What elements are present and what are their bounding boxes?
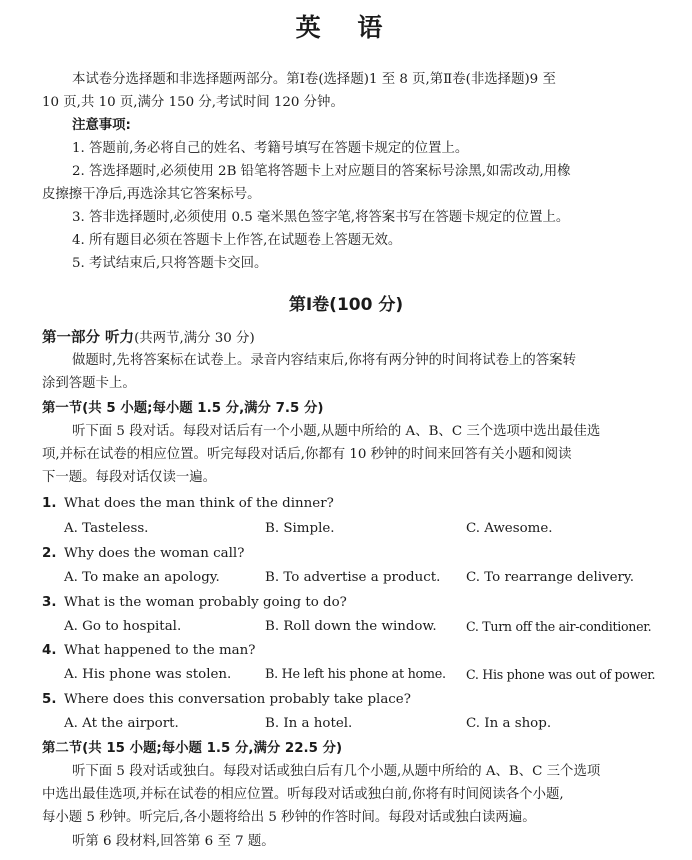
- question-3: [42, 593, 670, 613]
- section1-desc-2: 项,并标在试卷的相应位置。听完每段对话后,你都有 10 秒钟的时间来回答有关小题和阅读: [42, 447, 572, 462]
- question-number: 2.: [42, 546, 57, 561]
- section2-desc-1: 听下面 5 段对话或独白。每段对话或独白后有几个小题,从题中所给的 A、B、C 三个选项: [72, 764, 601, 779]
- section1-title: 第一节(共 5 小题;每小题 1.5 分,满分 7.5 分): [42, 401, 324, 416]
- section1-desc-1: 听下面 5 段对话。每段对话后有一个小题,从题中所给的 A、B、C 三个选项中选出最佳选: [72, 424, 601, 439]
- notice-item-4: 4. 所有题目必须在答题卡上作答,在试题卷上答题无效。: [72, 233, 402, 248]
- notice-item-5: 5. 考试结束后,只将答题卡交回。: [72, 256, 268, 271]
- part1-title: 第一部分 听力: [42, 330, 135, 346]
- question-number: 4.: [42, 643, 57, 658]
- question-number: 3.: [42, 595, 57, 610]
- notice-item-2: 2. 答选择题时,必须使用 2B 铅笔将答题卡上对应题目的答案标号涂黑,如需改动,用橡: [72, 164, 571, 179]
- question-2-option-c: C. To rearrange delivery.: [466, 570, 634, 585]
- question-number: 1.: [42, 496, 57, 511]
- question-3-option-c: C. Turn off the air-conditioner.: [466, 619, 652, 634]
- part1-desc-1: 做题时,先将答案标在试卷上。录音内容结束后,你将有两分钟的时间将试卷上的答案转: [72, 353, 576, 368]
- notice-item-2-cont: 皮擦擦干净后,再选涂其它答案标号。: [42, 187, 261, 202]
- section2-desc-2: 中选出最佳选项,并标在试卷的相应位置。听每段对话或独白前,你将有时间阅读各个小题,: [42, 787, 564, 802]
- part1-desc-2: 涂到答题卡上。: [42, 376, 136, 391]
- question-text: What does the man think of the dinner?: [64, 496, 334, 511]
- intro-line-2: 10 页,共 10 页,满分 150 分,考试时间 120 分钟。: [42, 95, 344, 110]
- question-2-option-b: B. To advertise a product.: [265, 570, 441, 585]
- question-5-option-c: C. In a shop.: [466, 716, 552, 731]
- question-1-option-a: A. Tasteless.: [64, 521, 149, 536]
- page-title: 英 语: [295, 13, 397, 42]
- question-3-option-a: A. Go to hospital.: [64, 619, 182, 634]
- question-4-option-b: B. He left his phone at home.: [265, 667, 446, 682]
- notice-heading: 注意事项:: [72, 118, 131, 133]
- question-text: Where does this conversation probably take place?: [64, 692, 411, 707]
- question-5-option-b: B. In a hotel.: [265, 716, 353, 731]
- question-text: Why does the woman call?: [64, 546, 245, 561]
- question-2-option-a: A. To make an apology.: [64, 570, 220, 585]
- notice-item-3: 3. 答非选择题时,必须使用 0.5 毫米黑色签字笔,将答案书写在答题卡规定的位置上。: [72, 210, 570, 225]
- volume-title: 第Ⅰ卷(100 分): [288, 295, 404, 315]
- intro-line-1: 本试卷分选择题和非选择题两部分。第Ⅰ卷(选择题)1 至 8 页,第Ⅱ卷(非选择题)9 至: [72, 72, 556, 87]
- section2-title: 第二节(共 15 小题;每小题 1.5 分,满分 22.5 分): [42, 741, 343, 756]
- question-2: [42, 544, 670, 564]
- section1-desc-3: 下一题。每段对话仅读一遍。: [42, 470, 217, 485]
- question-4-option-a: A. His phone was stolen.: [64, 667, 232, 682]
- notice-item-1: 1. 答题前,务必将自己的姓名、考籍号填写在答题卡规定的位置上。: [72, 141, 469, 156]
- question-1: [42, 494, 670, 514]
- part1-subtitle: (共两节,满分 30 分): [134, 331, 255, 346]
- question-text: What is the woman probably going to do?: [64, 595, 347, 610]
- question-number: 5.: [42, 692, 57, 707]
- question-4-option-c: C. His phone was out of power.: [466, 667, 656, 682]
- question-3-option-b: B. Roll down the window.: [265, 619, 437, 634]
- section2-desc-3: 每小题 5 秒钟。听完后,各小题将给出 5 秒钟的作答时间。每段对话或独白读两遍。: [42, 810, 536, 825]
- question-1-option-b: B. Simple.: [265, 521, 335, 536]
- section2-desc-4: 听第 6 段材料,回答第 6 至 7 题。: [72, 834, 275, 849]
- question-text: What happened to the man?: [64, 643, 256, 658]
- question-5: [42, 690, 670, 710]
- question-1-option-c: C. Awesome.: [466, 521, 553, 536]
- question-5-option-a: A. At the airport.: [64, 716, 179, 731]
- part1-heading: [42, 328, 670, 349]
- question-4: [42, 641, 670, 661]
